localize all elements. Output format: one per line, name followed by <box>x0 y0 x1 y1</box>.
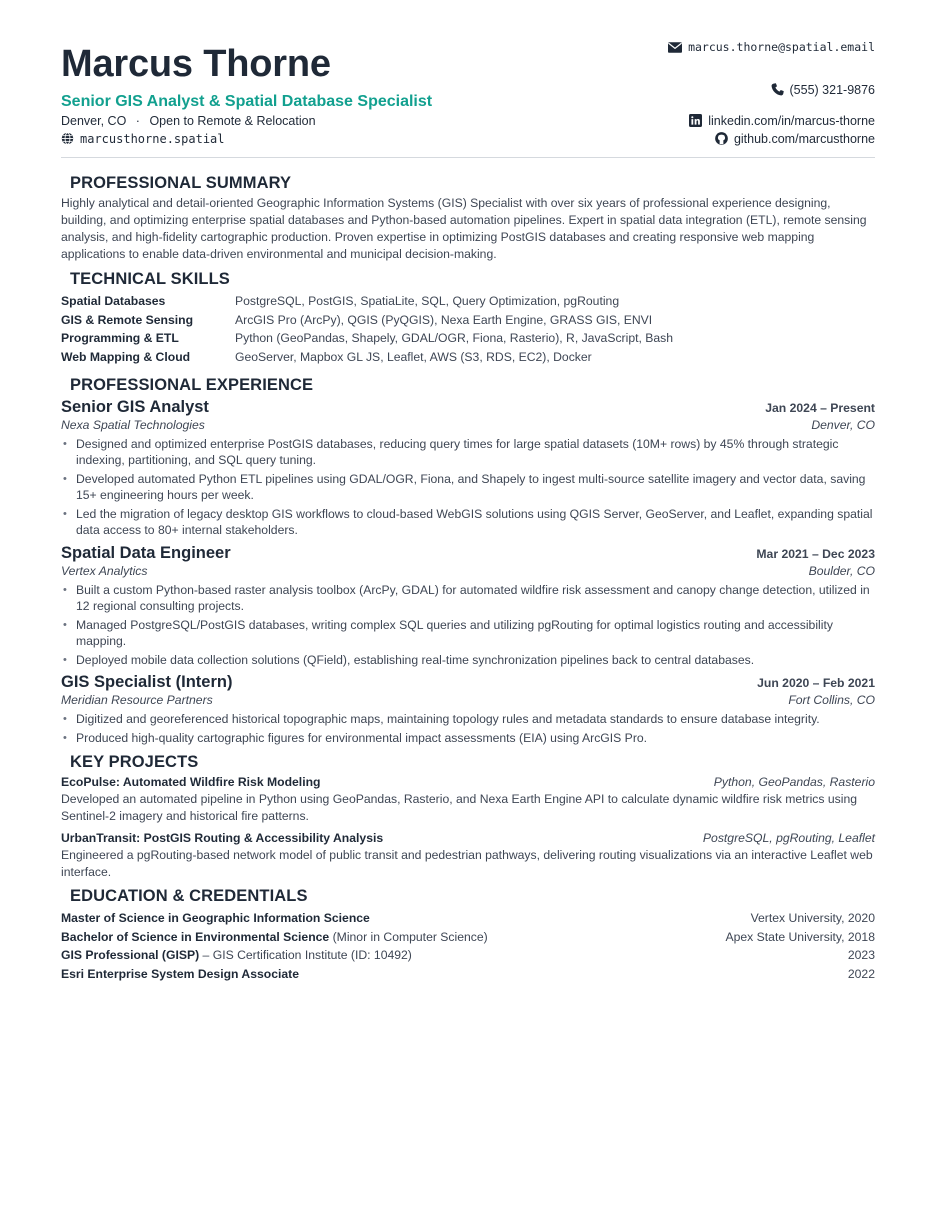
job-header <box>61 672 875 692</box>
credential-name: Bachelor of Science in Environmental Science <box>61 929 330 944</box>
project-name: EcoPulse: Automated Wildfire Risk Modeling <box>61 775 321 789</box>
job-title: Spatial Data Engineer <box>61 543 231 562</box>
bullet-item: • Digitized and georeferenced historical topographic maps, maintaining topology rules and metadata standards to ensure database integrity. <box>61 711 875 728</box>
github-link[interactable] <box>715 131 875 147</box>
linkedin-text: linkedin.com/in/marcus-thorne <box>708 114 875 128</box>
credential-issuer: Vertex University, 2020 <box>750 911 875 925</box>
project-tech: Python, GeoPandas, Rasterio <box>713 775 875 789</box>
bullet-item: • Deployed mobile data collection solutions (QField), establishing real-time synchronization pipelines back to central databases. <box>61 652 875 669</box>
skill-values: ArcGIS Pro (ArcPy), QGIS (PyQGIS), Nexa Earth Engine, GRASS GIS, ENVI <box>235 312 653 327</box>
job-dates: Jan 2024 – Present <box>765 400 875 415</box>
job-subheader <box>61 692 875 708</box>
credential-name: Esri Enterprise System Design Associate <box>61 966 299 981</box>
location-line <box>61 113 316 129</box>
job-entry <box>61 543 875 669</box>
job-bullets <box>61 436 875 539</box>
skill-values: Python (GeoPandas, Shapely, GDAL/OGR, Fiona, Rasterio), R, JavaScript, Bash <box>235 331 674 345</box>
phone-text: (555) 321-9876 <box>789 83 875 97</box>
candidate-name: Marcus Thorne <box>61 43 331 85</box>
skill-category: GIS & Remote Sensing <box>61 312 194 327</box>
resume-header <box>61 40 875 158</box>
job-location: Denver, CO <box>811 417 875 432</box>
skill-values: GeoServer, Mapbox GL JS, Leaflet, AWS (S3, RDS, EC2), Docker <box>235 349 592 364</box>
credential-name: GIS Professional (GISP) <box>61 948 200 962</box>
section-heading: KEY PROJECTS <box>70 753 199 771</box>
project-description: Developed an automated pipeline in Python using GeoPandas, Rasterio, and Nexa Earth Engine API to calculate dynamic wildfire risk metrics using Sentinel-2 imagery and historical fire patterns. <box>61 792 858 823</box>
skills-section <box>61 269 875 366</box>
job-location: Fort Collins, CO <box>788 693 875 707</box>
experience-section <box>61 375 875 747</box>
skills-grid <box>61 293 875 366</box>
globe-icon <box>61 132 74 145</box>
education-row <box>61 909 875 928</box>
education-row <box>61 965 875 984</box>
job-dates: Jun 2020 – Feb 2021 <box>757 676 875 690</box>
credential-year: 2023 <box>847 948 875 962</box>
envelope-icon <box>668 42 682 53</box>
project-header <box>61 830 875 847</box>
skill-values: PostgreSQL, PostGIS, SpatiaLite, SQL, Query Optimization, pgRouting <box>235 294 620 308</box>
project-tech: PostgreSQL, pgRouting, Leaflet <box>702 831 875 845</box>
phone-link[interactable] <box>771 82 875 98</box>
skill-category: Web Mapping & Cloud <box>61 349 191 364</box>
summary-text: Highly analytical and detail-oriented Geographic Information Systems (GIS) Specialist with over six years of professional experience designing, building, and optimizing enterprise spatial databases and Python-based automation pipelines. Expert in spatial data integration (ETL), remote sensing analysis, and high-fidelity cartographic production. Proven expertise in optimizing PostGIS databases and creating responsive web mapping applications to enable data-driven environmental and municipal decision-making. <box>61 196 867 261</box>
projects-section <box>61 752 875 881</box>
job-company: Meridian Resource Partners <box>61 693 213 707</box>
github-text: github.com/marcusthorne <box>733 132 875 146</box>
project-entry <box>61 774 875 825</box>
job-bullets <box>61 711 875 746</box>
project-header <box>61 774 875 791</box>
credential-detail: (Minor in Computer Science) <box>329 929 488 944</box>
skill-category: Spatial Databases <box>61 294 166 308</box>
website-link[interactable] <box>61 131 225 147</box>
education-row <box>61 928 875 947</box>
job-header <box>61 397 875 417</box>
job-dates: Mar 2021 – Dec 2023 <box>756 546 875 561</box>
availability-text: Open to Remote & Relocation <box>149 114 316 128</box>
project-description: Engineered a pgRouting-based network model of public transit and pedestrian pathways, delivering routing visualizations via an interactive Leaflet web interface. <box>61 848 873 879</box>
job-subheader <box>61 563 875 579</box>
candidate-title: Senior GIS Analyst & Spatial Database Specialist <box>61 93 433 110</box>
job-company: Nexa Spatial Technologies <box>61 417 205 432</box>
bullet-item: • Developed automated Python ETL pipelines using GDAL/OGR, Fiona, and Shapely to ingest multi-source satellite imagery and vector data, saving 15+ engineering hours per week. <box>61 471 875 504</box>
github-icon <box>715 132 728 145</box>
credential-detail: – GIS Certification Institute (ID: 10492) <box>199 948 412 962</box>
header-divider <box>61 157 875 158</box>
credential-name: Master of Science in Geographic Information Science <box>61 911 370 925</box>
education-section <box>61 886 875 983</box>
website-text: marcusthorne.spatial <box>80 132 225 146</box>
separator-dot: · <box>135 114 140 128</box>
summary-section <box>61 173 875 263</box>
job-location: Boulder, CO <box>808 563 875 578</box>
linkedin-icon <box>689 114 702 127</box>
section-heading: PROFESSIONAL EXPERIENCE <box>70 375 314 394</box>
bullet-item: • Designed and optimized enterprise PostGIS databases, reducing query times for large spatial datasets (10M+ rows) by 45% through strategic indexing, partitioning, and SQL query tuning. <box>61 436 875 469</box>
job-subheader <box>61 417 875 433</box>
section-heading: EDUCATION & CREDENTIALS <box>70 887 308 905</box>
job-company: Vertex Analytics <box>61 563 148 578</box>
bullet-item: • Managed PostgreSQL/PostGIS databases, writing complex SQL queries and utilizing pgRouting for optimal logistics routing and accessibility mapping. <box>61 617 875 650</box>
email-link[interactable] <box>668 40 875 54</box>
phone-icon <box>771 83 784 96</box>
project-name: UrbanTransit: PostGIS Routing & Accessibility Analysis <box>61 831 384 845</box>
resume-page <box>61 40 875 983</box>
skill-category: Programming & ETL <box>61 331 179 345</box>
location-text: Denver, CO <box>61 114 127 128</box>
bullet-item: • Produced high-quality cartographic figures for environmental impact assessments (EIA) using ArcGIS Pro. <box>61 730 875 747</box>
credential-issuer: Apex State University, 2018 <box>725 929 875 944</box>
education-row <box>61 946 875 965</box>
job-entry <box>61 397 875 539</box>
bullet-item: • Led the migration of legacy desktop GIS workflows to cloud-based WebGIS solutions using QGIS Server, GeoServer, and Leaflet, expanding spatial data access to 80+ internal stakeholders. <box>61 506 875 539</box>
job-title: GIS Specialist (Intern) <box>61 673 233 691</box>
job-title: Senior GIS Analyst <box>61 397 209 416</box>
project-entry <box>61 830 875 881</box>
bullet-item: • Built a custom Python-based raster analysis toolbox (ArcPy, GDAL) for automated wildfire risk assessment and canopy change detection, utilized in 12 regional consulting projects. <box>61 582 875 615</box>
linkedin-link[interactable] <box>689 113 875 129</box>
section-heading: TECHNICAL SKILLS <box>70 270 230 288</box>
section-heading: PROFESSIONAL SUMMARY <box>70 174 292 192</box>
email-text: marcus.thorne@spatial.email <box>688 40 875 54</box>
job-entry <box>61 672 875 746</box>
job-header <box>61 543 875 563</box>
credential-year: 2022 <box>847 966 875 981</box>
job-bullets <box>61 582 875 669</box>
